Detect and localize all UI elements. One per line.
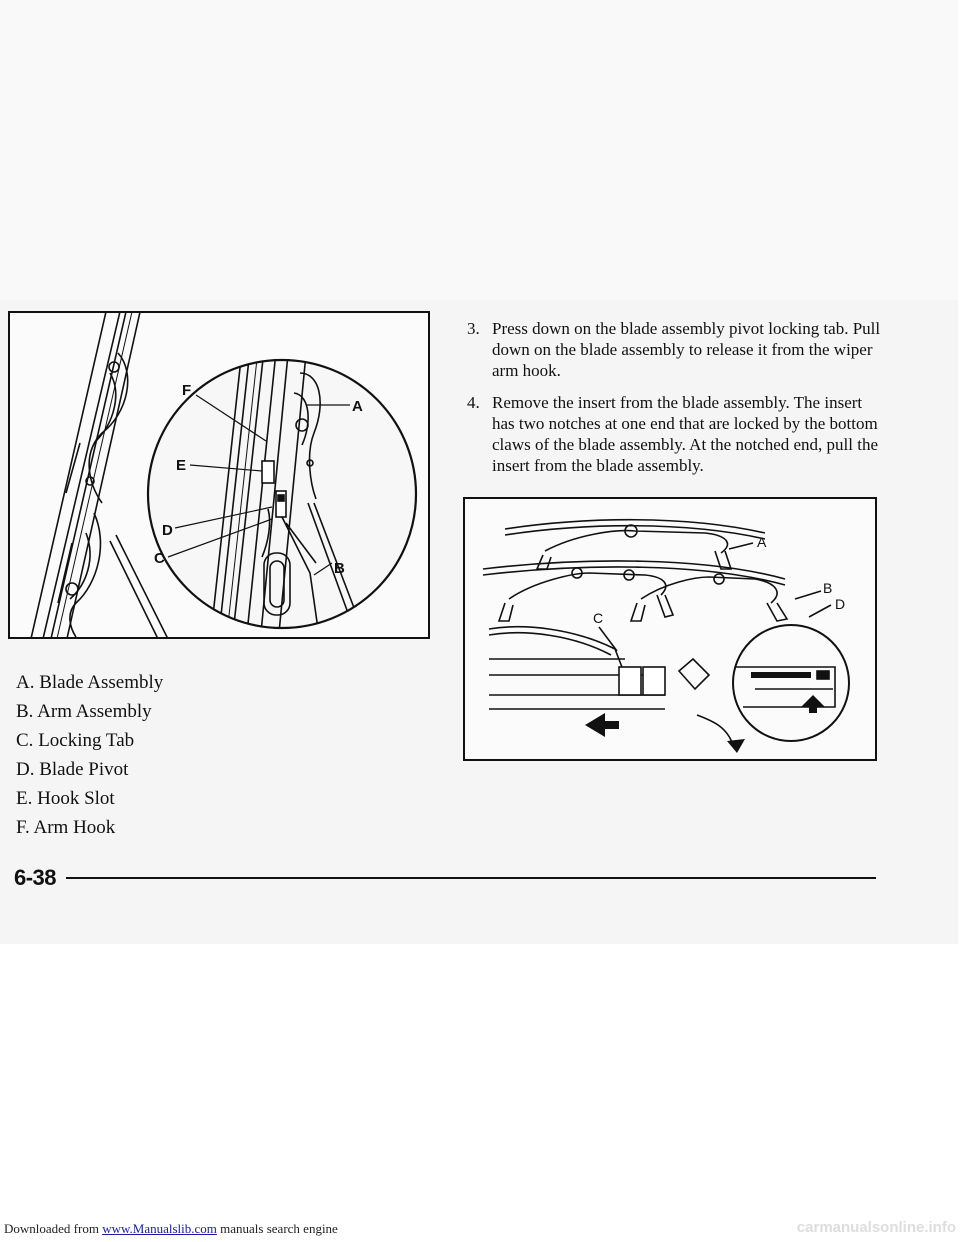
callout-a: A bbox=[352, 398, 363, 415]
legend-item-e: E. Hook Slot bbox=[16, 788, 115, 809]
legend-item-a: A. Blade Assembly bbox=[16, 672, 164, 693]
step-3 bbox=[467, 318, 887, 381]
callout-f: F bbox=[182, 382, 192, 399]
insert-removal-figure bbox=[463, 497, 877, 761]
callout-d: D bbox=[835, 596, 846, 612]
step-4 bbox=[467, 392, 887, 476]
callout-b: B bbox=[334, 560, 345, 577]
footer-rule bbox=[66, 877, 876, 879]
step-text: Press down on the blade assembly pivot locking tab. Pull down on the blade assembly to release it from the wiper arm hook. bbox=[492, 319, 881, 380]
watermark: carmanualsonline.info bbox=[796, 1219, 956, 1236]
legend-item-c: C. Locking Tab bbox=[16, 730, 135, 751]
page-number: 6-38 bbox=[14, 865, 57, 890]
callout-c: C bbox=[593, 610, 604, 626]
callout-a: A bbox=[757, 534, 767, 550]
wiper-blade-figure bbox=[8, 311, 430, 639]
legend-item-d: D. Blade Pivot bbox=[16, 759, 129, 780]
download-footer bbox=[0, 1218, 960, 1242]
legend-item-f: F. Arm Hook bbox=[16, 817, 116, 838]
step-number: 3. bbox=[467, 319, 480, 338]
wiper-blade-illustration bbox=[10, 313, 428, 637]
step-text: Remove the insert from the blade assembly. The insert has two notches at one end that are locked by the bottom claws of the blade assembly. At the notched end, pull the insert from the blade assembly. bbox=[492, 393, 879, 475]
insert-removal-illustration bbox=[465, 499, 875, 759]
callout-c: C bbox=[154, 550, 165, 567]
page-top-margin bbox=[0, 0, 958, 300]
callout-d: D bbox=[162, 522, 173, 539]
callout-b: B bbox=[823, 580, 833, 596]
legend-item-b: B. Arm Assembly bbox=[16, 701, 152, 722]
parts-legend bbox=[16, 668, 163, 842]
step-number: 4. bbox=[467, 393, 480, 412]
manualslib-link[interactable]: www.Manualslib.com bbox=[102, 1221, 217, 1236]
callout-e: E bbox=[176, 457, 187, 474]
footer-credit: Downloaded from www.Manualslib.com manuals search engine bbox=[4, 1221, 338, 1236]
instruction-steps bbox=[467, 318, 887, 487]
